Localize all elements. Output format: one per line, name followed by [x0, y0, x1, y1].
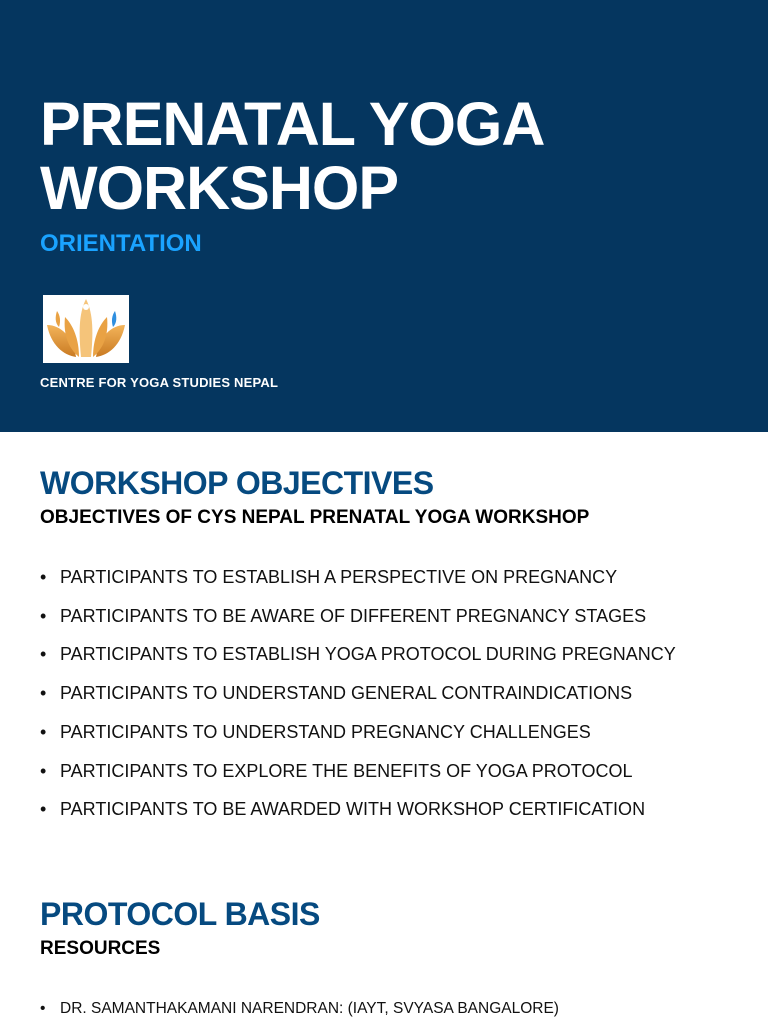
list-item: • PARTICIPANTS TO ESTABLISH A PERSPECTIVE ON PREGNANCY	[40, 567, 618, 587]
organization-name: CENTRE FOR YOGA STUDIES NEPAL	[40, 375, 279, 390]
list-item: • PARTICIPANTS TO BE AWARE OF DIFFERENT PREGNANCY STAGES	[40, 605, 647, 626]
lotus-hands-icon	[43, 295, 129, 363]
list-item: • PARTICIPANTS TO ESTABLISH YOGA PROTOCOL DURING PREGNANCY	[40, 644, 676, 665]
objectives-heading: WORKSHOP OBJECTIVES	[40, 465, 434, 501]
page-subtitle: ORIENTATION	[40, 230, 202, 257]
objectives-subheading: OBJECTIVES OF CYS NEPAL PRENATAL YOGA WORKSHOP	[40, 507, 590, 528]
objectives-list	[40, 558, 676, 829]
protocol-subheading: RESOURCES	[40, 938, 161, 959]
list-item: • PARTICIPANTS TO UNDERSTAND PREGNANCY CHALLENGES	[40, 721, 591, 742]
list-item: • PARTICIPANTS TO EXPLORE THE BENEFITS OF YOGA PROTOCOL	[40, 760, 633, 781]
title-slide	[0, 0, 768, 432]
protocol-heading: PROTOCOL BASIS	[40, 896, 320, 932]
list-item: • DR. SAMANTHAKAMANI NARENDRAN: (IAYT, SVYASA BANGALORE)	[40, 1000, 559, 1017]
page-title: PRENATAL YOGA WORKSHOP	[40, 90, 543, 222]
list-item: • PARTICIPANTS TO BE AWARDED WITH WORKSHOP CERTIFICATION	[40, 799, 646, 820]
resources-list	[40, 990, 559, 1029]
list-item: • PARTICIPANTS TO UNDERSTAND GENERAL CONTRAINDICATIONS	[40, 683, 633, 704]
